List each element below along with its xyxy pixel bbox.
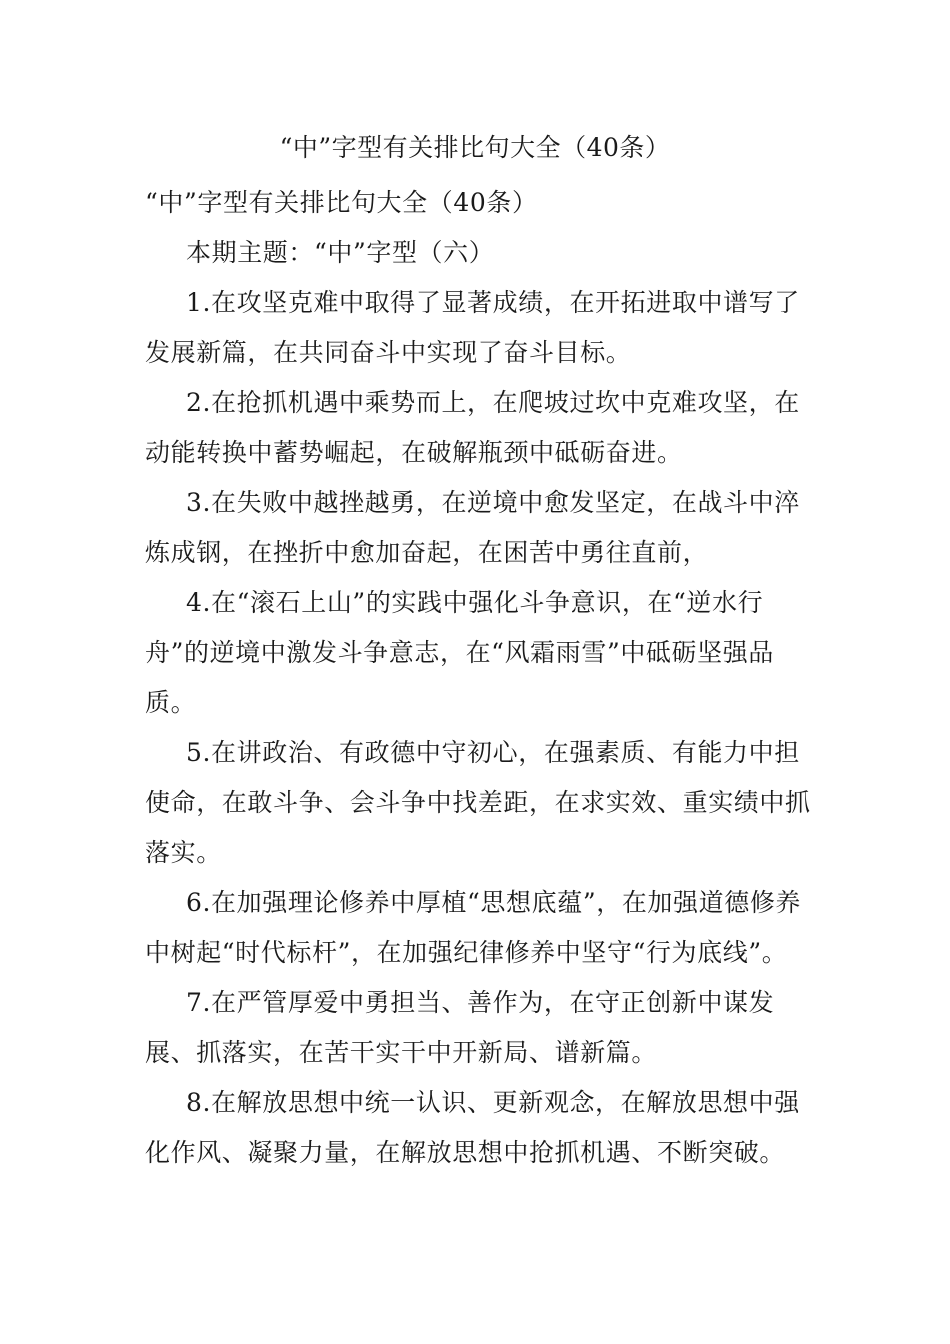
- list-item: 5.在讲政治、有政德中守初心，在强素质、有能力中担使命，在敢斗争、会斗争中找差距，在求实效、重实绩中抓落实。: [145, 738, 811, 867]
- list-item: 3.在失败中越挫越勇，在逆境中愈发坚定，在战斗中淬炼成钢，在挫折中愈加奋起，在困苦中勇往直前，: [145, 488, 800, 567]
- list-item: 4.在“滚石上山”的实践中强化斗争意识，在“逆水行舟”的逆境中激发斗争意志，在“风霜雨雪”中砥砺坚强品质。: [145, 588, 774, 717]
- list-item: 7.在严管厚爱中勇担当、善作为，在守正创新中谋发展、抓落实，在苦干实干中开新局、谱新篇。: [145, 988, 775, 1067]
- theme-line: 本期主题：“中”字型（六）: [186, 238, 495, 267]
- document-body: [145, 178, 815, 1178]
- list-item: 2.在抢抓机遇中乘势而上，在爬坡过坎中克难攻坚，在动能转换中蓄势崛起，在破解瓶颈中砥砺奋进。: [145, 388, 800, 467]
- list-item: 6.在加强理论修养中厚植“思想底蕴”，在加强道德修养中树起“时代标杆”，在加强纪律修养中坚守“行为底线”。: [145, 888, 802, 967]
- list-item: 8.在解放思想中统一认识、更新观念，在解放思想中强化作风、凝聚力量，在解放思想中抢抓机遇、不断突破。: [145, 1088, 800, 1167]
- document-subtitle: “中”字型有关排比句大全（40条）: [145, 188, 538, 217]
- document-title: “中”字型有关排比句大全（40条）: [279, 133, 671, 162]
- list-item: 1.在攻坚克难中取得了显著成绩，在开拓进取中谱写了发展新篇，在共同奋斗中实现了奋斗目标。: [145, 288, 800, 367]
